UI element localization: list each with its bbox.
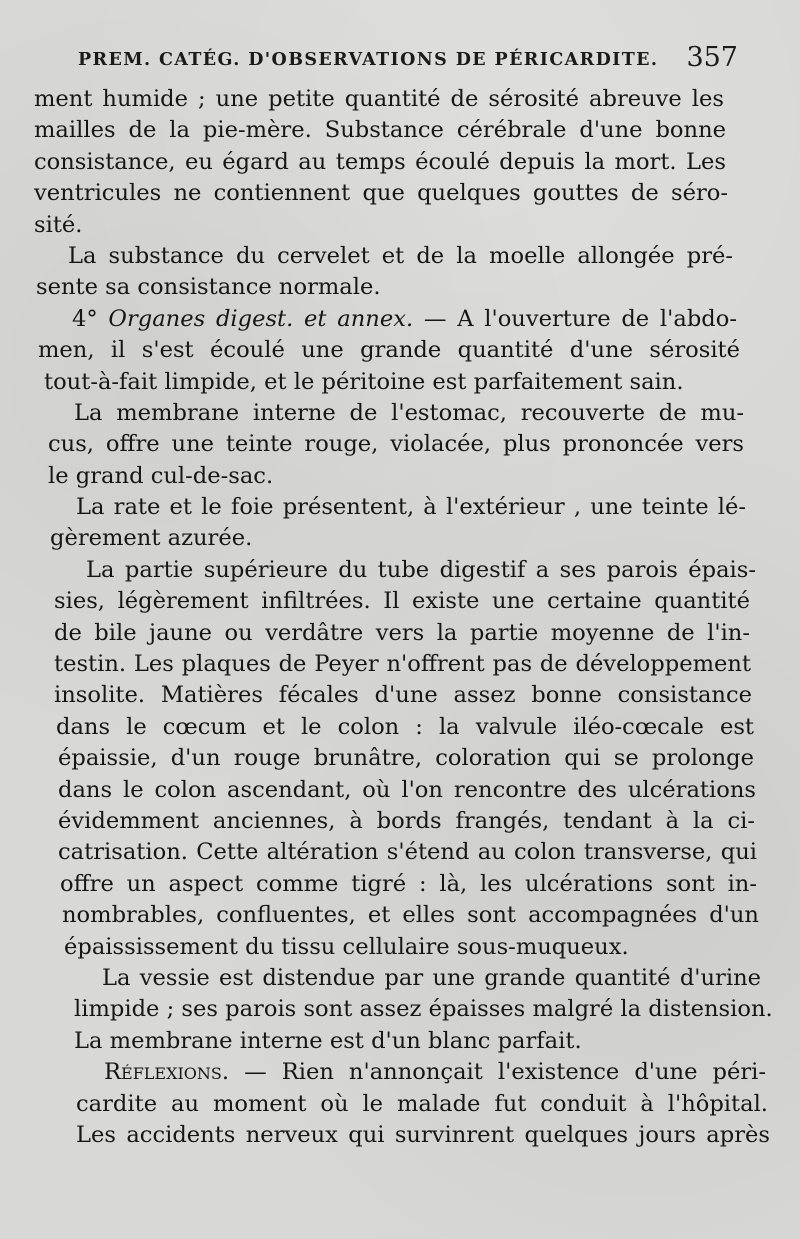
text-line — [58, 806, 755, 837]
line-text: tout-à-fait limpide, et le péritoine est parfaitement sain. — [44, 368, 684, 395]
text-line — [58, 743, 754, 774]
text-line — [34, 115, 726, 146]
text-line — [104, 1057, 766, 1088]
text-line — [34, 147, 726, 178]
line-text: épaississement du tissu cellulaire sous-muqueux. — [64, 933, 629, 960]
text-line — [48, 429, 744, 460]
text-line — [34, 178, 728, 209]
text-line — [48, 461, 744, 492]
body-text — [34, 84, 774, 1151]
text-line — [74, 994, 773, 1025]
text-line — [74, 398, 744, 429]
text-line — [34, 210, 728, 241]
text-line — [60, 869, 757, 900]
line-text: dans le cœcum et le colon : la valvule iléo-cœcale est — [56, 713, 754, 740]
running-title: PREM. CATÉG. D'OBSERVATIONS DE PÉRICARDITE. — [78, 50, 659, 70]
line-text: sité. — [34, 211, 83, 238]
text-line — [74, 1026, 762, 1057]
text-line — [54, 618, 750, 649]
text-line — [38, 335, 740, 366]
line-text: offre un aspect comme tigré : là, les ulcérations sont in- — [60, 870, 757, 897]
text-line — [36, 272, 733, 303]
line-text: cardite au moment où le malade fut conduit à l'hôpital. — [76, 1090, 768, 1117]
page-header — [78, 42, 738, 78]
line-text: ment humide ; une petite quantité de sérosité abreuve les — [34, 86, 724, 112]
line-text: sente sa consistance normale. — [36, 274, 381, 301]
line-text: men, il s'est écoulé une grande quantité d'une sérosité — [38, 337, 740, 364]
line-text: insolite. Matières fécales d'une assez bonne consistance — [54, 682, 752, 709]
text-line — [44, 367, 741, 398]
line-text: catrisation. Cette altération s'étend au colon transverse, qui — [58, 839, 757, 866]
line-text: La membrane interne est d'un blanc parfait. — [74, 1027, 582, 1054]
line-text: épaissie, d'un rouge brunâtre, coloration qui se prolonge — [58, 745, 754, 772]
line-text: évidemment anciennes, à bords frangés, tendant à la ci- — [58, 807, 755, 834]
text-line — [76, 1120, 770, 1151]
text-line — [56, 712, 754, 743]
page-number: 357 — [686, 42, 738, 73]
section-heading: Réflexions. — [104, 1059, 230, 1086]
text-line — [58, 775, 756, 806]
text-line — [54, 680, 752, 711]
line-text: limpide ; ses parois sont assez épaisses malgré la distension. — [74, 996, 773, 1023]
text-line — [68, 241, 733, 272]
text-line — [86, 555, 756, 586]
line-text: mailles de la pie-mère. Substance cérébrale d'une bonne — [34, 117, 726, 144]
line-text: La substance du cervelet et de la moelle allongée pré- — [68, 242, 733, 269]
line-text: gèrement azurée. — [50, 525, 253, 552]
section-number: 4° — [72, 305, 109, 332]
text-line — [62, 900, 759, 931]
line-text: — Rien n'annonçait l'existence d'une péri- — [229, 1059, 766, 1086]
text-line — [58, 837, 757, 868]
line-text: le grand cul-de-sac. — [48, 462, 274, 489]
line-text: consistance, eu égard au temps écoulé depuis la mort. Les — [34, 148, 726, 175]
line-text: testin. Les plaques de Peyer n'offrent pas de développement — [54, 651, 751, 678]
line-text: ventricules ne contiennent que quelques gouttes de séro- — [34, 180, 728, 207]
line-text: nombrables, confluentes, et elles sont accompagnées d'un — [62, 902, 759, 929]
section-heading: Organes digest. et annex. — [108, 305, 414, 332]
line-text: cus, offre une teinte rouge, violacée, plus prononcée vers — [48, 431, 744, 458]
text-line — [54, 586, 750, 617]
line-text: sies, légèrement infiltrées. Il existe une certaine quantité — [54, 588, 750, 615]
line-text: La partie supérieure du tube digestif a ses parois épais- — [86, 556, 756, 583]
line-text: — A l'ouverture de l'abdo- — [413, 305, 737, 332]
line-text: dans le colon ascendant, où l'on rencontre des ulcérations — [58, 776, 756, 803]
line-text: La vessie est distendue par une grande quantité d'urine — [102, 964, 761, 991]
text-line — [34, 84, 724, 115]
text-line — [76, 492, 746, 523]
text-line — [54, 649, 751, 680]
text-line — [76, 1089, 768, 1120]
line-text: de bile jaune ou verdâtre vers la partie moyenne de l'in- — [54, 619, 750, 646]
text-line — [50, 523, 746, 554]
line-text: Les accidents nerveux qui survinrent quelques jours après — [76, 1121, 770, 1148]
line-text: La membrane interne de l'estomac, recouverte de mu- — [74, 399, 744, 426]
text-line — [102, 963, 761, 994]
text-line — [64, 932, 760, 963]
line-text: La rate et le foie présentent, à l'extérieur , une teinte lé- — [76, 494, 746, 521]
text-line — [72, 304, 737, 335]
